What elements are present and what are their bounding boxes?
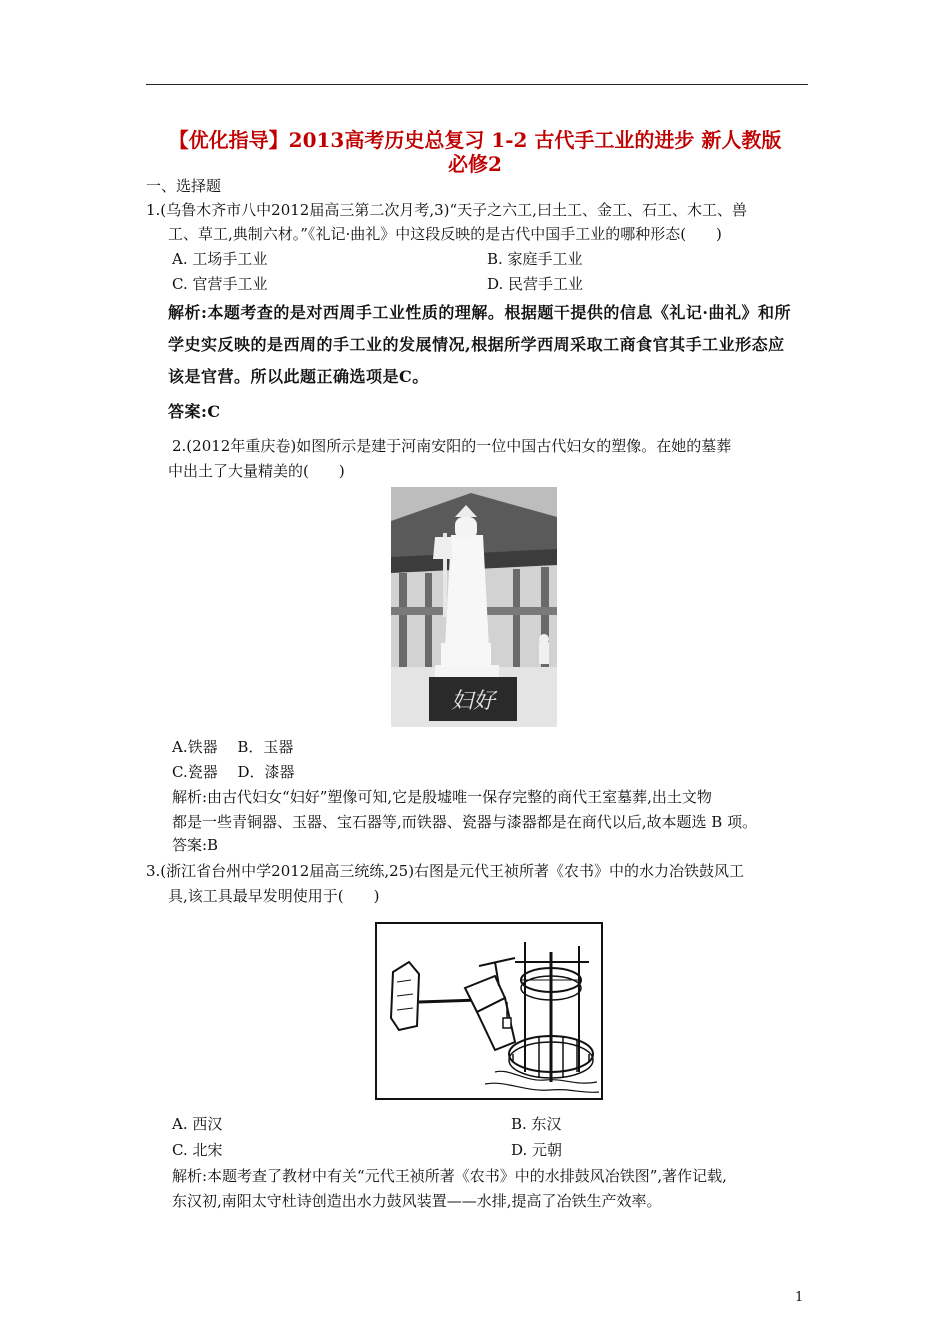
header-rule xyxy=(146,84,808,85)
q2-options-cd: C.瓷器 D．漆器 xyxy=(172,763,295,781)
q3-option-c: C. 北宋 xyxy=(172,1141,223,1159)
q2-explanation-line1: 解析:由古代妇女“妇好”塑像可知,它是殷墟唯一保存完整的商代王室墓葬,出土文物 xyxy=(172,788,712,806)
q2-answer: 答案:B xyxy=(172,836,219,854)
statue-photo xyxy=(391,487,557,727)
q3-option-d: D. 元朝 xyxy=(511,1141,563,1159)
q3-option-a: A. 西汉 xyxy=(172,1115,223,1133)
section-heading: 一、选择题 xyxy=(146,177,222,195)
q2-options-ab: A.铁器 B．玉器 xyxy=(172,738,294,756)
q3-stem-line1: 3.(浙江省台州中学2012届高三统练,25)右图是元代王祯所著《农书》中的水力冶铁鼓风工 xyxy=(146,862,745,880)
water-bellows-illustration xyxy=(375,922,603,1100)
q1-stem-line2: 工、草工,典制六材。”《礼记·曲礼》中这段反映的是古代中国手工业的哪种形态( ) xyxy=(168,225,722,243)
statue-label: 妇好 xyxy=(450,689,496,714)
page-number: 1 xyxy=(795,1290,804,1305)
q1-option-d: D. 民营手工业 xyxy=(487,275,584,293)
q1-answer: 答案:C xyxy=(168,402,221,421)
q1-stem-line1: 1.(乌鲁木齐市八中2012届高三第二次月考,3)“天子之六工,曰土工、金工、石工、木工、兽 xyxy=(146,201,747,219)
q1-option-b: B. 家庭手工业 xyxy=(487,250,583,268)
q1-explanation-line1: 解析:本题考查的是对西周手工业性质的理解。根据题干提供的信息《礼记·曲礼》和所 xyxy=(168,303,791,322)
q3-option-b: B. 东汉 xyxy=(511,1115,562,1133)
q3-explanation-line2: 东汉初,南阳太守杜诗创造出水力鼓风装置——水排,提高了冶铁生产效率。 xyxy=(172,1192,662,1210)
q3-stem-line2: 具,该工具最早发明使用于( ) xyxy=(168,887,380,905)
q1-option-a: A. 工场手工业 xyxy=(172,250,268,268)
q1-option-c: C. 官营手工业 xyxy=(172,275,268,293)
q1-explanation-line2: 学史实反映的是西周的手工业的发展情况,根据所学西周采取工商食官其手工业形态应 xyxy=(168,335,785,354)
q2-explanation-line2: 都是一些青铜器、玉器、宝石器等,而铁器、瓷器与漆器都是在商代以后,故本题选 B 项。 xyxy=(172,813,758,831)
document-title-line2: 必修2 xyxy=(448,152,502,176)
document-title-line1: 【优化指导】2013高考历史总复习 1-2 古代手工业的进步 新人教版 xyxy=(168,128,782,152)
q2-stem-line1: 2.(2012年重庆卷)如图所示是建于河南安阳的一位中国古代妇女的塑像。在她的墓葬 xyxy=(172,437,732,455)
q1-explanation-line3: 该是官营。所以此题正确选项是C。 xyxy=(168,367,429,386)
q2-stem-line2: 中出土了大量精美的( ) xyxy=(168,462,345,480)
q3-explanation-line1: 解析:本题考查了教材中有关“元代王祯所著《农书》中的水排鼓风冶铁图”,著作记载, xyxy=(172,1167,727,1185)
